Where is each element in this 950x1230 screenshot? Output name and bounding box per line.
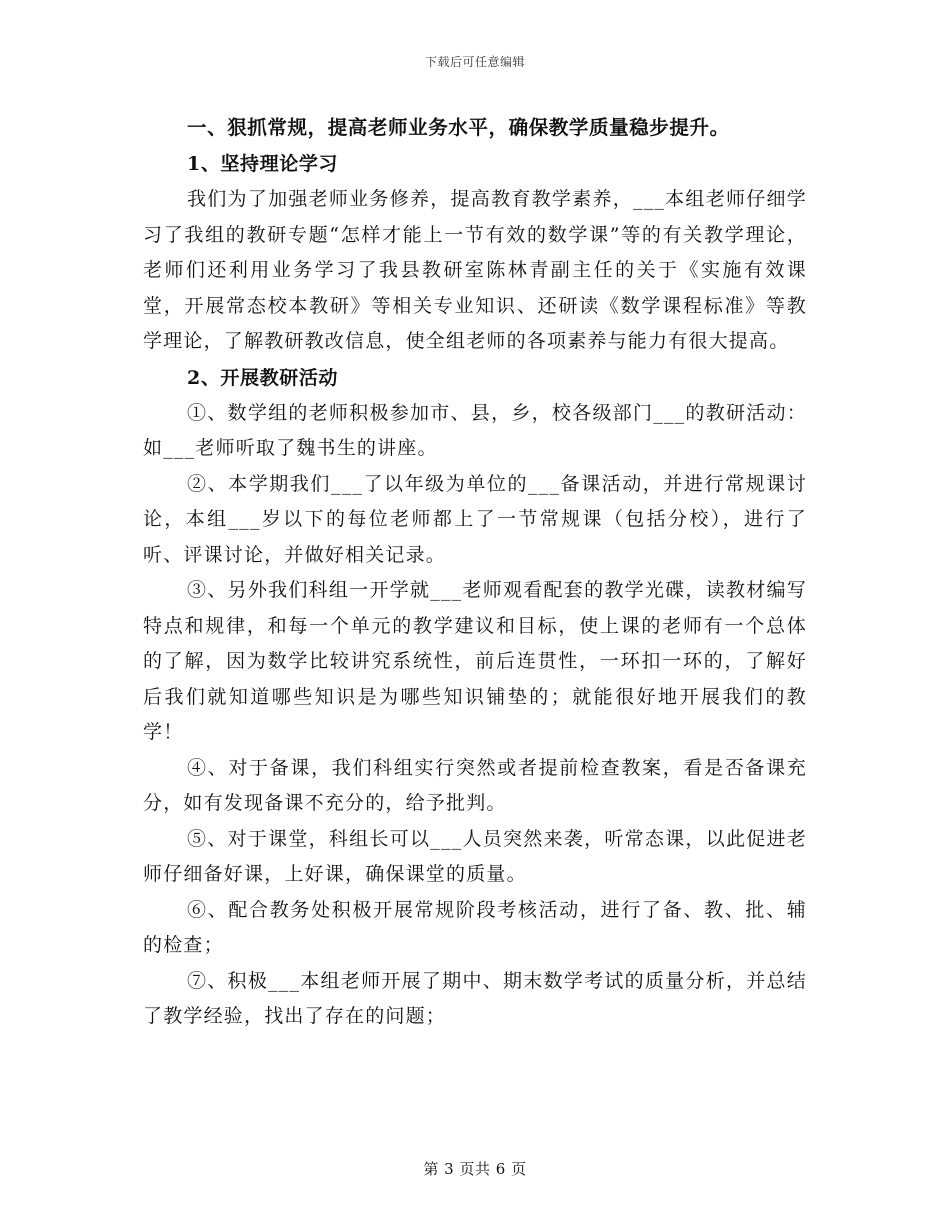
section-2-item-1: ①、数学组的老师积极参加市、县，乡，校各级部门___的教研活动：如___老师听取了魏书生的讲座。 [143, 401, 807, 459]
section-2-title: 2、开展教研活动 [187, 366, 339, 389]
page-number: 第 3 页共 6 页 [423, 1160, 527, 1178]
section-2-item-7: ⑦、积极___本组老师开展了期中、期末数学考试的质量分析，并总结了教学经验，找出了存在的问题； [143, 969, 807, 1027]
document-body [143, 110, 807, 1035]
header-note: 下载后可任意编辑 [424, 55, 525, 69]
section-2-item-2: ②、本学期我们___了以年级为单位的___备课活动，并进行常规课讨论，本组___岁以下的每位老师都上了一节常规课（包括分校），进行了听、评课讨论，并做好相关记录。 [143, 472, 807, 566]
section-2-item-4: ④、对于备课，我们科组实行突然或者提前检查教案，看是否备课充分，如有发现备课不充分的，给予批判。 [143, 756, 807, 814]
section-2-item-6: ⑥、配合教务处积极开展常规阶段考核活动，进行了备、教、批、辅的检查； [143, 898, 807, 956]
section-2-item-3: ③、另外我们科组一开学就___老师观看配套的教学光碟，读教材编写特点和规律，和每一个单元的教学建议和目标，使上课的老师有一个总体的了解，因为数学比较讲究系统性，前后连贯性，一环扣一环的，了解好后我们就知道哪些知识是为哪些知识铺垫的；就能很好地开展我们的教学！ [143, 579, 807, 743]
heading-main: 一、狠抓常规，提高老师业务水平，确保教学质量稳步提升。 [187, 116, 730, 139]
section-2-item-5: ⑤、对于课堂，科组长可以___人员突然来袭，听常态课，以此促进老师仔细备好课，上好课，确保课堂的质量。 [143, 827, 807, 885]
section-1-paragraph: 我们为了加强老师业务修养，提高教育教学素养，___本组老师仔细学习了我组的教研专题“怎样才能上一节有效的数学课”等的有关教学理论，老师们还利用业务学习了我县教研室陈林青副主任的关于《实施有效课堂，开展常态校本教研》等相关专业知识、还研读《数学课程标准》等教学理论，了解教研教改信息，使全组老师的各项素养与能力有很大提高。 [143, 188, 807, 352]
section-1-title: 1、坚持理论学习 [187, 153, 339, 175]
